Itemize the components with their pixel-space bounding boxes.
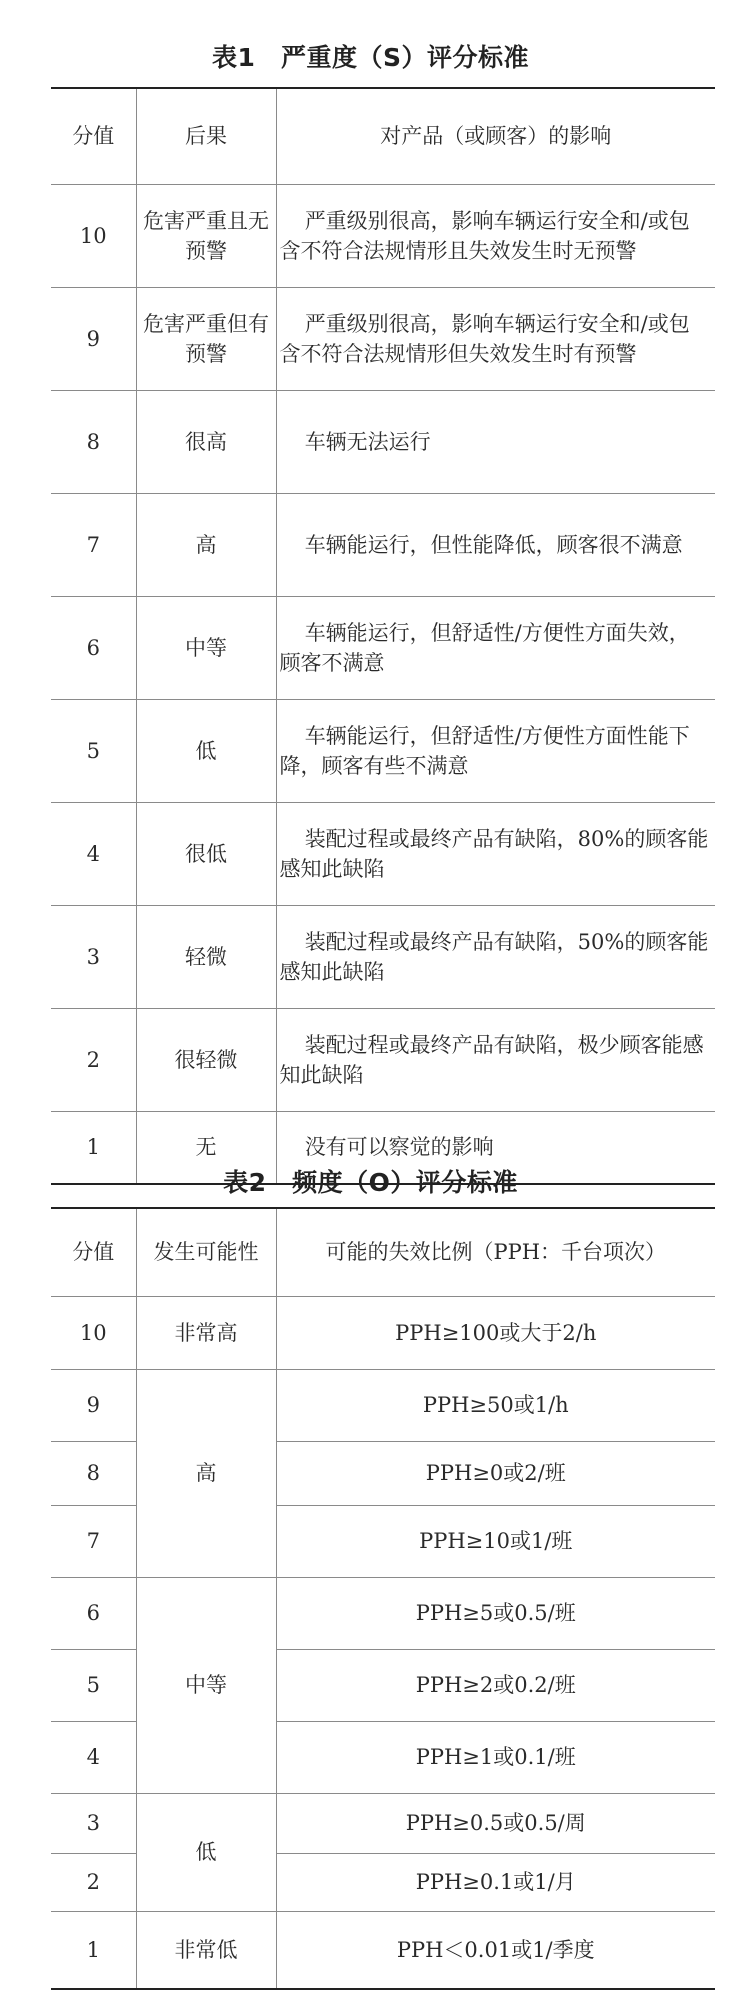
score-cell: 10	[51, 184, 136, 287]
table-row	[51, 1008, 715, 1111]
score-cell: 10	[51, 1296, 136, 1369]
score-cell: 8	[51, 1441, 136, 1505]
table-row	[51, 1793, 715, 1853]
rate-cell: PPH≥100或大于2/h	[276, 1296, 715, 1369]
score-cell: 9	[51, 287, 136, 390]
effect-cell: 严重级别很高，影响车辆运行安全和/或包含不符合法规情形且失效发生时无预警	[276, 184, 715, 287]
consequence-cell: 危害严重但有预警	[136, 287, 276, 390]
column-header-score: 分值	[51, 1208, 136, 1296]
effect-cell: 车辆能运行，但舒适性/方便性方面性能下降，顾客有些不满意	[276, 699, 715, 802]
rate-cell: PPH≥0或2/班	[276, 1441, 715, 1505]
score-cell: 9	[51, 1369, 136, 1441]
consequence-cell: 很轻微	[136, 1008, 276, 1111]
score-cell: 5	[51, 699, 136, 802]
likelihood-cell: 低	[136, 1793, 276, 1911]
table2-caption: 表2 频度（O）评分标准	[223, 1168, 518, 1197]
consequence-cell: 很低	[136, 802, 276, 905]
score-cell: 5	[51, 1649, 136, 1721]
consequence-cell: 轻微	[136, 905, 276, 1008]
table-row	[51, 1296, 715, 1369]
score-cell: 1	[51, 1111, 136, 1184]
column-header-consequence: 后果	[136, 88, 276, 184]
likelihood-cell: 非常高	[136, 1296, 276, 1369]
score-cell: 4	[51, 1721, 136, 1793]
rate-cell: PPH≥0.5或0.5/周	[276, 1793, 715, 1853]
table-row	[51, 699, 715, 802]
table-row	[51, 287, 715, 390]
table-row	[51, 1911, 715, 1989]
column-header-rate: 可能的失效比例（PPH：千台项次）	[276, 1208, 715, 1296]
consequence-cell: 危害严重且无预警	[136, 184, 276, 287]
score-cell: 2	[51, 1853, 136, 1911]
score-cell: 7	[51, 493, 136, 596]
column-header-likelihood: 发生可能性	[136, 1208, 276, 1296]
table-row	[51, 802, 715, 905]
likelihood-cell: 中等	[136, 1577, 276, 1793]
likelihood-cell: 非常低	[136, 1911, 276, 1989]
table-row	[51, 1369, 715, 1441]
score-cell: 4	[51, 802, 136, 905]
score-cell: 8	[51, 390, 136, 493]
consequence-cell: 很高	[136, 390, 276, 493]
effect-cell: 装配过程或最终产品有缺陷，50%的顾客能感知此缺陷	[276, 905, 715, 1008]
table-row	[51, 184, 715, 287]
effect-cell: 没有可以察觉的影响	[276, 1111, 715, 1184]
score-cell: 7	[51, 1505, 136, 1577]
score-cell: 6	[51, 596, 136, 699]
score-cell: 2	[51, 1008, 136, 1111]
table1-caption: 表1 严重度（S）评分标准	[212, 43, 529, 72]
column-header-effect: 对产品（或顾客）的影响	[276, 88, 715, 184]
consequence-cell: 无	[136, 1111, 276, 1184]
effect-cell: 装配过程或最终产品有缺陷，极少顾客能感知此缺陷	[276, 1008, 715, 1111]
effect-cell: 严重级别很高，影响车辆运行安全和/或包含不符合法规情形但失效发生时有预警	[276, 287, 715, 390]
table-row	[51, 905, 715, 1008]
column-header-score: 分值	[51, 88, 136, 184]
rate-cell: PPH≥1或0.1/班	[276, 1721, 715, 1793]
likelihood-cell: 高	[136, 1369, 276, 1577]
rate-cell: PPH≥5或0.5/班	[276, 1577, 715, 1649]
score-cell: 3	[51, 905, 136, 1008]
score-cell: 1	[51, 1911, 136, 1989]
consequence-cell: 中等	[136, 596, 276, 699]
score-cell: 3	[51, 1793, 136, 1853]
effect-cell: 车辆能运行，但性能降低，顾客很不满意	[276, 493, 715, 596]
consequence-cell: 低	[136, 699, 276, 802]
effect-cell: 装配过程或最终产品有缺陷，80%的顾客能感知此缺陷	[276, 802, 715, 905]
table-header-row	[51, 1208, 715, 1296]
table-row	[51, 596, 715, 699]
rate-cell: PPH≥10或1/班	[276, 1505, 715, 1577]
table-row	[51, 1577, 715, 1649]
table-header-row	[51, 88, 715, 184]
occurrence-table	[51, 1207, 715, 1990]
rate-cell: PPH≥50或1/h	[276, 1369, 715, 1441]
rate-cell: PPH＜0.01或1/季度	[276, 1911, 715, 1989]
consequence-cell: 高	[136, 493, 276, 596]
rate-cell: PPH≥2或0.2/班	[276, 1649, 715, 1721]
effect-cell: 车辆无法运行	[276, 390, 715, 493]
effect-cell: 车辆能运行，但舒适性/方便性方面失效，顾客不满意	[276, 596, 715, 699]
rate-cell: PPH≥0.1或1/月	[276, 1853, 715, 1911]
severity-table	[51, 87, 715, 1185]
score-cell: 6	[51, 1577, 136, 1649]
table-row	[51, 493, 715, 596]
table-row	[51, 390, 715, 493]
